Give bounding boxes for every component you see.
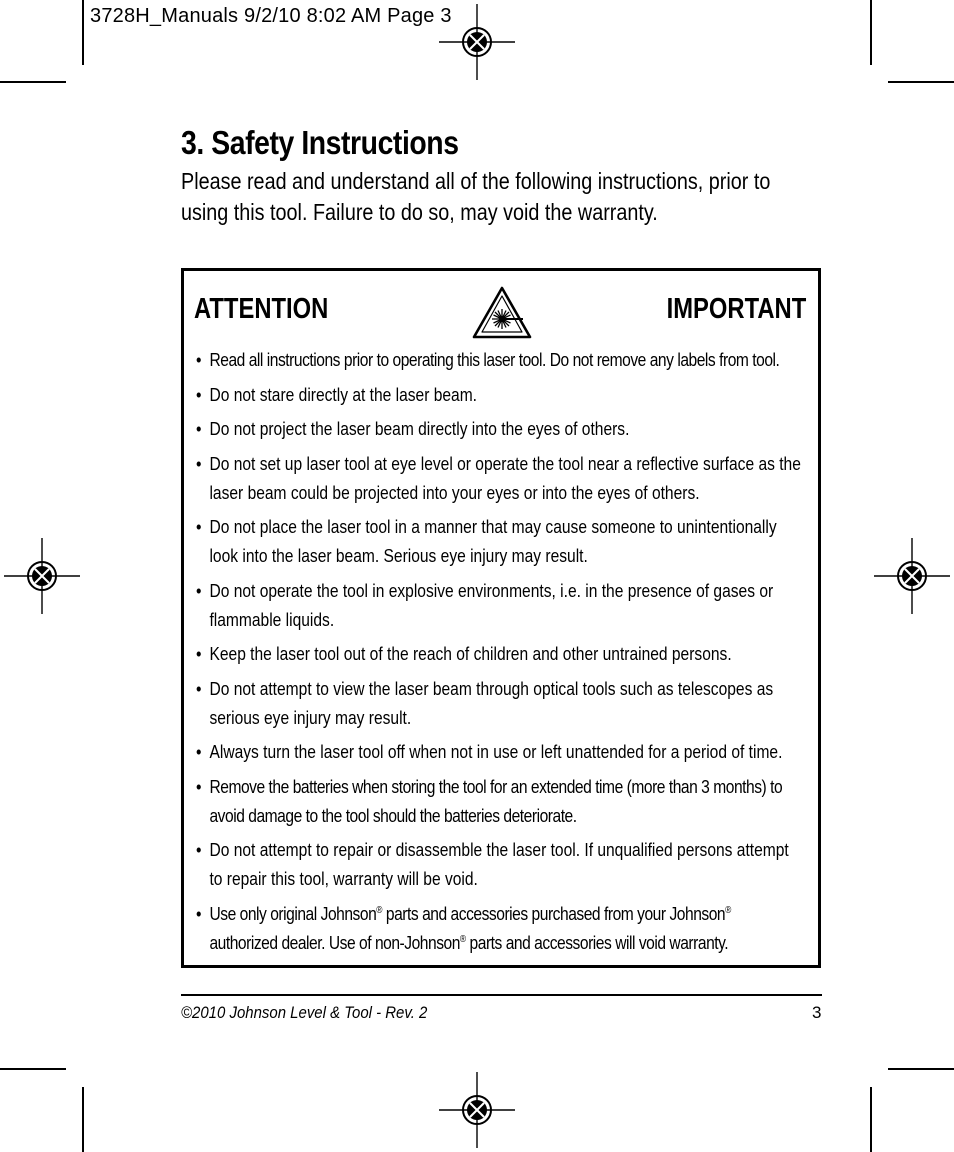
registered-mark: ®	[376, 904, 383, 916]
crop-mark-bl-v	[82, 1087, 84, 1152]
laser-warning-icon	[471, 285, 533, 341]
list-item: • Do not attempt to repair or disassemble the laser tool. If unqualified persons attempt to repair this tool, warranty will be void.	[196, 835, 802, 893]
registration-mark-icon	[437, 1070, 517, 1150]
attention-label: ATTENTION	[194, 293, 329, 325]
crop-mark-bl-h	[0, 1068, 66, 1070]
crop-mark-tr-h	[888, 81, 954, 83]
list-item: • Do not set up laser tool at eye level or operate the tool near a reflective surface as the laser beam could be projected into your eyes or into the eyes of others.	[196, 449, 802, 507]
list-item: • Always turn the laser tool off when not in use or left unattended for a period of time.	[196, 737, 802, 766]
important-label: IMPORTANT	[666, 293, 806, 325]
registration-mark-icon	[437, 2, 517, 82]
print-slug: 3728H_Manuals 9/2/10 8:02 AM Page 3	[90, 5, 452, 27]
list-item	[196, 899, 802, 957]
crop-mark-br-v	[870, 1087, 872, 1152]
list-item-text: Use only original Johnson	[209, 902, 377, 924]
crop-mark-tl-v	[82, 0, 84, 65]
list-item: • Read all instructions prior to operating this laser tool. Do not remove any labels from tool.	[196, 345, 802, 374]
list-item: • Do not project the laser beam directly into the eyes of others.	[196, 414, 802, 443]
list-item-text: parts and accessories will void warranty.	[465, 931, 729, 953]
list-item: • Do not operate the tool in explosive environments, i.e. in the presence of gases or flammable liquids.	[196, 576, 802, 634]
page-number: 3	[812, 1003, 822, 1022]
registration-mark-icon	[872, 536, 952, 616]
warning-box	[181, 268, 821, 968]
registration-mark-icon	[2, 536, 82, 616]
intro-paragraph: Please read and understand all of the following instructions, prior to using this tool. Failure to do so, may void the warranty.	[181, 168, 771, 225]
list-item: • Do not stare directly at the laser beam.	[196, 380, 802, 409]
footer-rule	[181, 994, 822, 996]
crop-mark-tr-v	[870, 0, 872, 65]
list-item: • Do not place the laser tool in a manner that may cause someone to unintentionally look into the laser beam. Serious eye injury may result.	[196, 512, 802, 570]
registered-mark: ®	[725, 904, 731, 916]
registered-mark: ®	[459, 933, 466, 945]
page-title: 3. Safety Instructions	[181, 124, 459, 161]
list-item-text: parts and accessories purchased from your Johnson	[382, 902, 726, 924]
list-item: • Do not attempt to view the laser beam through optical tools such as telescopes as serious eye injury may result.	[196, 674, 802, 732]
crop-mark-br-h	[888, 1068, 954, 1070]
list-item: • Keep the laser tool out of the reach of children and other untrained persons.	[196, 639, 802, 668]
crop-mark-tl-h	[0, 81, 66, 83]
list-item-text: authorized dealer. Use of non-Johnson	[209, 931, 460, 953]
footer-copyright: ©2010 Johnson Level & Tool - Rev. 2	[181, 1003, 428, 1022]
list-item: • Remove the batteries when storing the tool for an extended time (more than 3 months) to avoid damage to the tool should the batteries deteriorate.	[196, 772, 802, 830]
safety-rules-list	[196, 345, 802, 962]
